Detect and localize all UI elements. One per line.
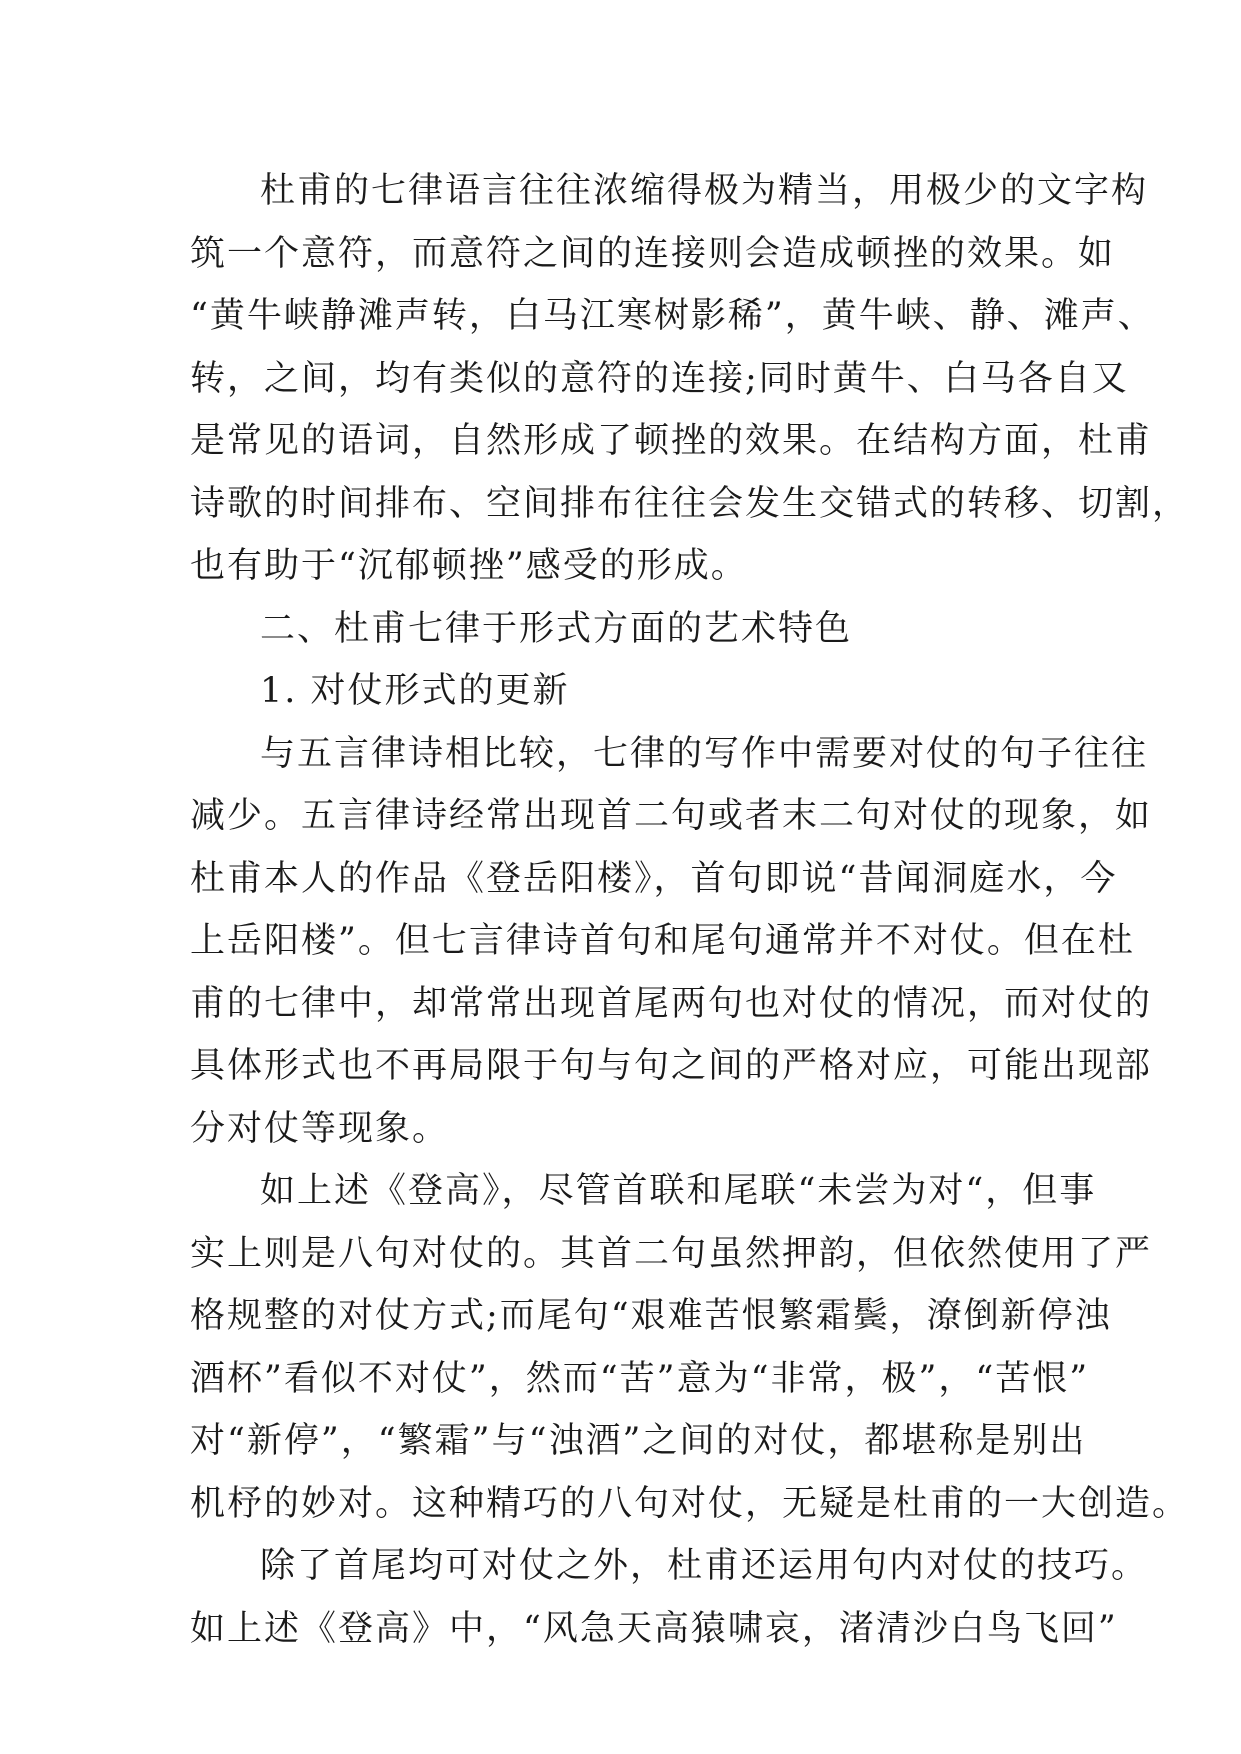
text-line: 筑一个意符，而意符之间的连接则会造成顿挫的效果。如	[190, 233, 1116, 274]
text-line: 杜甫的七律语言往往浓缩得极为精当，用极少的文字构	[260, 171, 1149, 211]
text-line: 甫的七律中，却常常出现首尾两句也对仗的情况，而对仗的	[190, 983, 1153, 1024]
subsection-heading: 1. 对仗形式的更新	[260, 671, 570, 711]
body-text	[190, 160, 1190, 1660]
text-line: 与五言律诗相比较，七律的写作中需要对仗的句子往往	[260, 733, 1149, 774]
text-line: 具体形式也不再局限于句与句之间的严格对应，可能出现部	[190, 1046, 1153, 1086]
text-line: 也有助于“沉郁顿挫”感受的形成。	[190, 546, 748, 586]
text-line: 对“新停”，“繁霜”与“浊酒”之间的对仗，都堪称是别出	[190, 1421, 1087, 1461]
text-line: “黄牛峡静滩声转，白马江寒树影稀”，黄牛峡、静、滩声、	[190, 296, 1155, 336]
text-line: 机杼的妙对。这种精巧的八句对仗，无疑是杜甫的一大创造。	[190, 1483, 1190, 1524]
text-line: 诗歌的时间排布、空间排布往往会发生交错式的转移、切割，	[190, 483, 1190, 524]
text-line: 转，之间，均有类似的意符的连接;同时黄牛、白马各自又	[190, 358, 1129, 399]
text-line: 减少。五言律诗经常出现首二句或者末二句对仗的现象，如	[190, 796, 1153, 836]
text-line: 上岳阳楼”。但七言律诗首句和尾句通常并不对仗。但在杜	[190, 921, 1135, 961]
text-line: 酒杯”看似不对仗”，然而“苦”意为“非常，极”，“苦恨”	[190, 1358, 1090, 1399]
text-line: 如上述《登高》中，“风急天高猿啸哀，渚清沙白鸟飞回”	[190, 1608, 1118, 1649]
text-line: 分对仗等现象。	[190, 1108, 450, 1149]
section-heading: 二、杜甫七律于形式方面的艺术特色	[260, 608, 853, 649]
text-line: 杜甫本人的作品《登岳阳楼》，首句即说“昔闻洞庭水，今	[190, 858, 1118, 899]
text-line: 是常见的语词，自然形成了顿挫的效果。在结构方面，杜甫	[190, 421, 1153, 461]
text-line: 如上述《登高》，尽管首联和尾联“未尝为对“，但事	[260, 1171, 1097, 1211]
text-line: 除了首尾均可对仗之外，杜甫还运用句内对仗的技巧。	[260, 1546, 1149, 1586]
text-line: 实上则是八句对仗的。其首二句虽然押韵，但依然使用了严	[190, 1233, 1153, 1274]
text-line: 格规整的对仗方式;而尾句“艰难苦恨繁霜鬓，潦倒新停浊	[190, 1296, 1112, 1336]
